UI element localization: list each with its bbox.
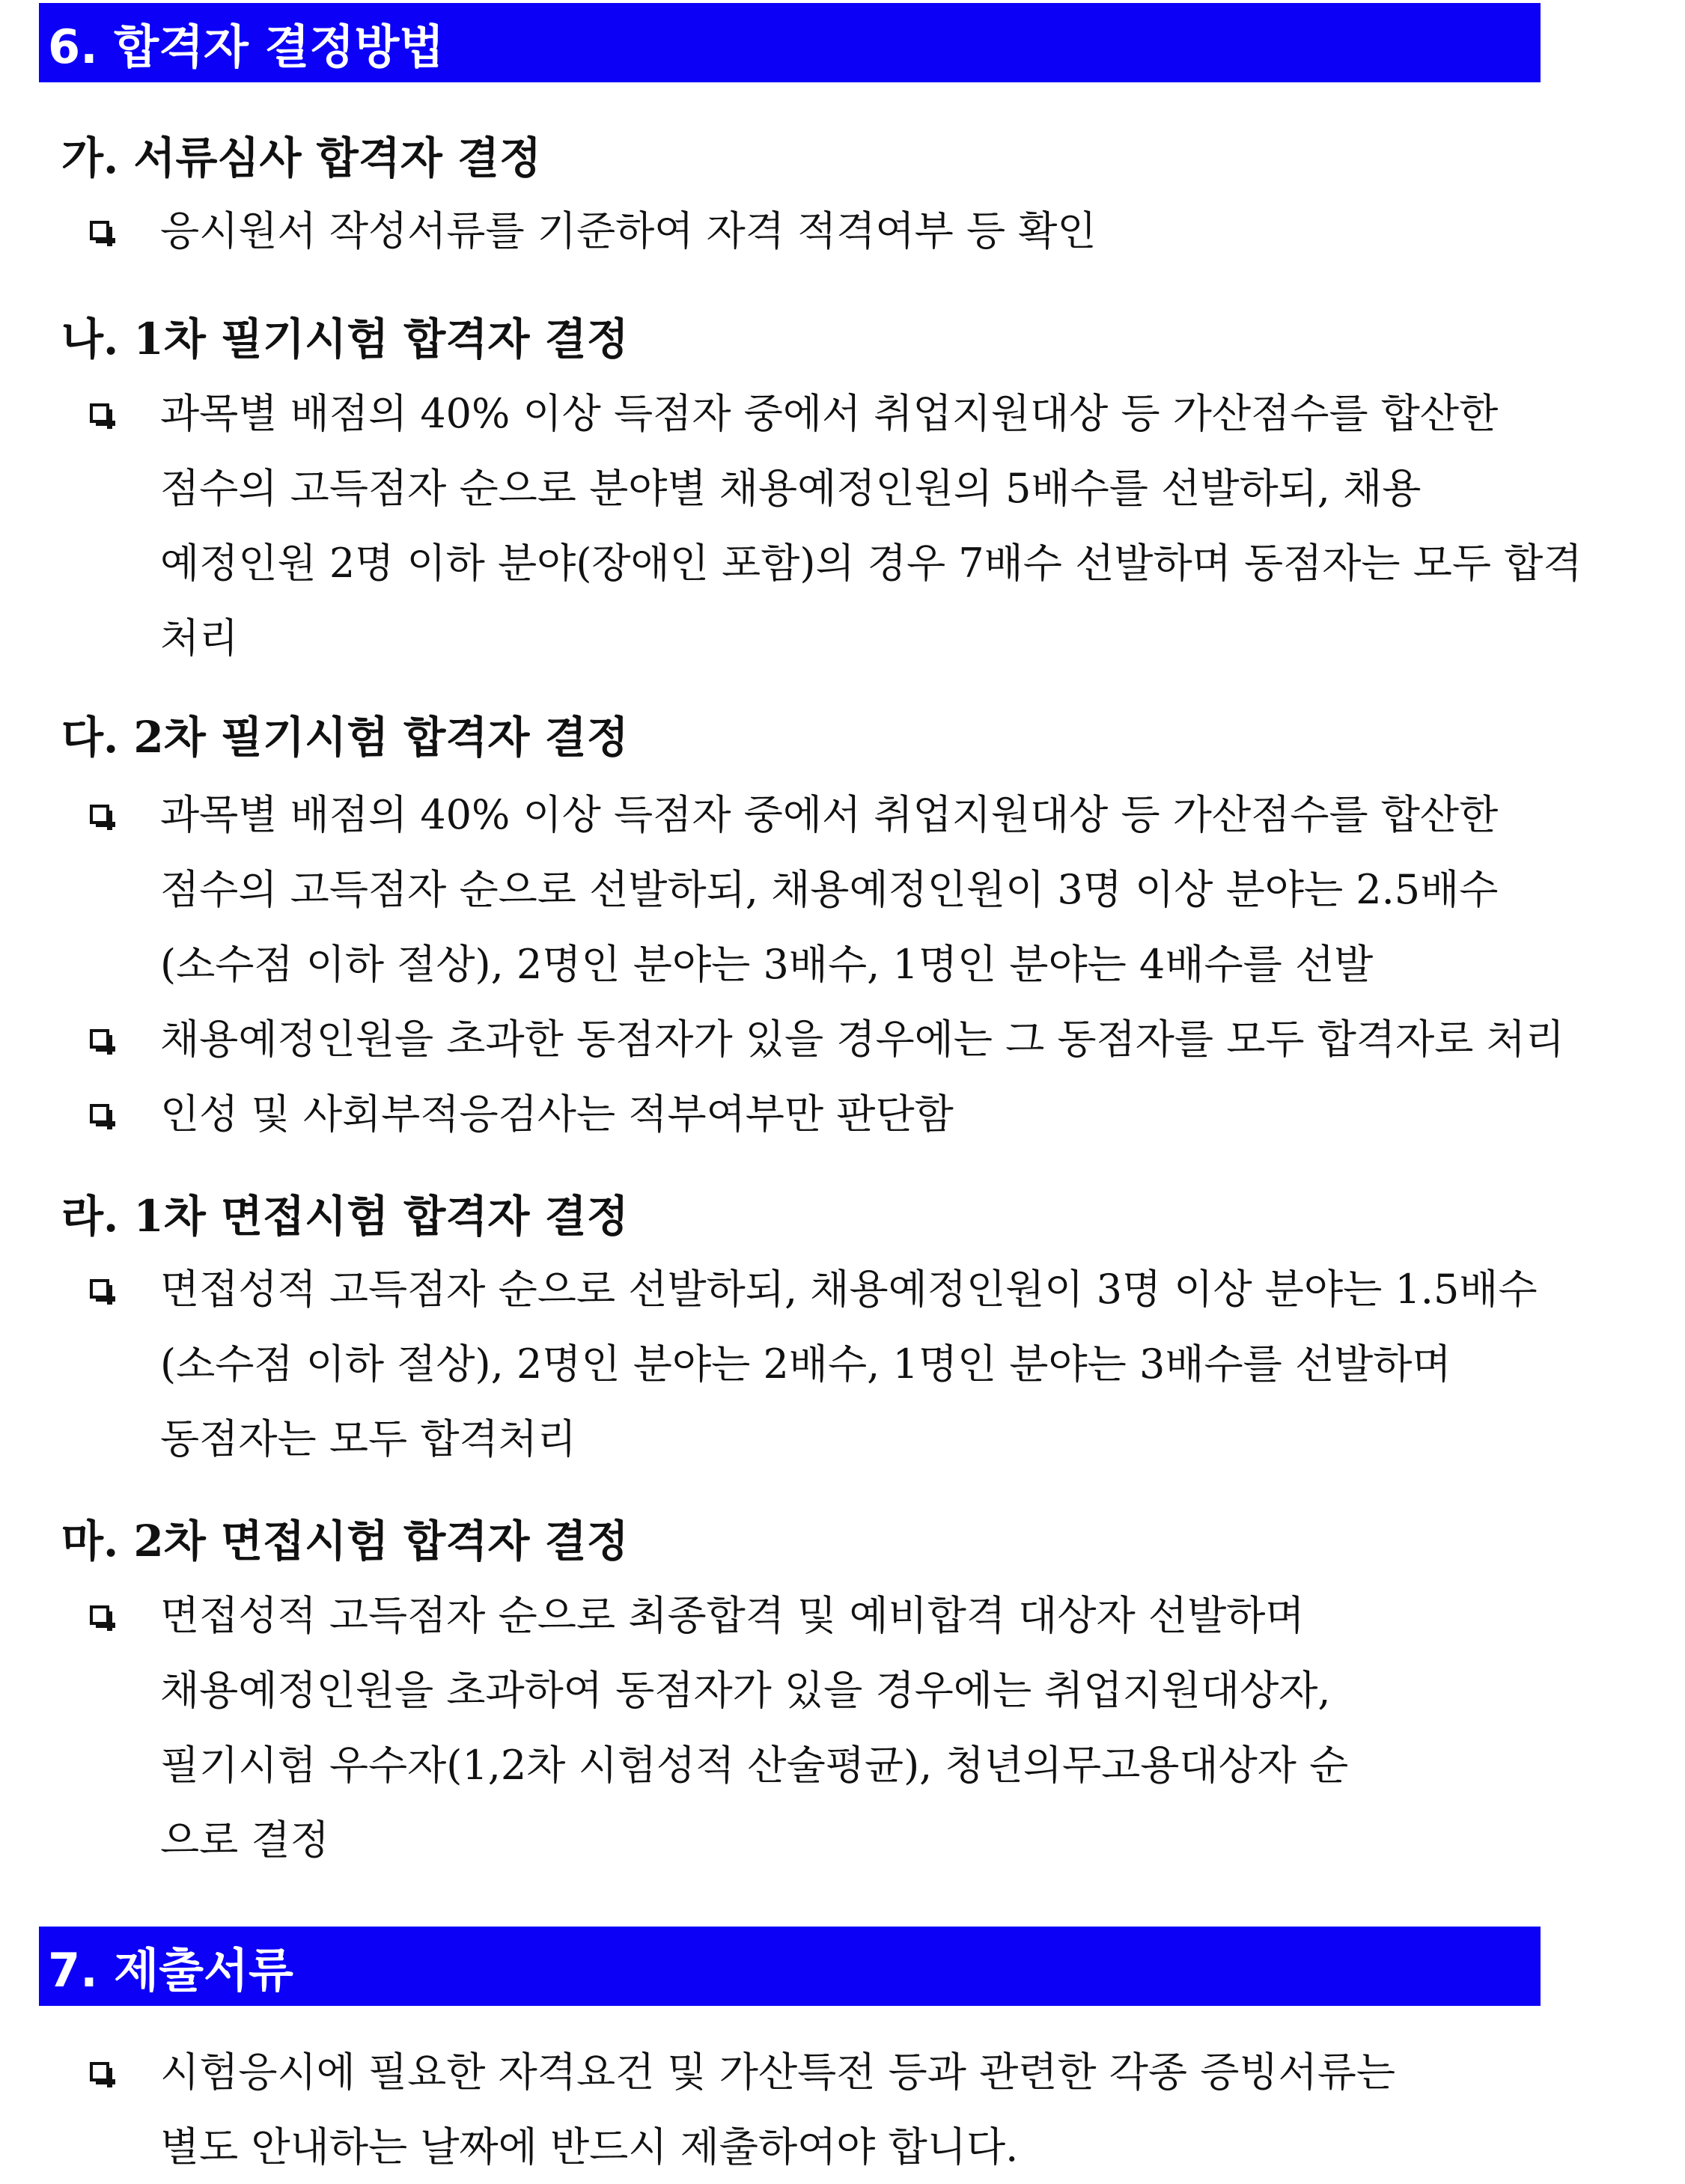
section-title: 6. 합격자 결정방법 — [48, 19, 445, 74]
subsection-heading-da: 다. 2차 필기시험 합격자 결정 — [61, 712, 629, 763]
item-text: 필기시험 우수자(1,2차 시험성적 산술평균), 청년의무고용대상자 순 — [160, 1742, 1349, 1789]
subsection-heading-na: 나. 1차 필기시험 합격자 결정 — [61, 314, 629, 364]
item-text: 과목별 배점의 40% 이상 득점자 중에서 취업지원대상 등 가산점수를 합산한 — [160, 791, 1499, 838]
item-text: 과목별 배점의 40% 이상 득점자 중에서 취업지원대상 등 가산점수를 합산한 — [160, 390, 1499, 437]
item-text: 동점자는 모두 합격처리 — [160, 1415, 576, 1462]
subsection-heading-ga: 가. 서류심사 합격자 결정 — [61, 132, 542, 183]
checkbox-bullet-icon — [90, 221, 109, 240]
section-header-6 — [39, 3, 1541, 82]
item-text: 시험응시에 필요한 자격요건 및 가산특전 등과 관련한 각종 증빙서류는 — [160, 2049, 1396, 2096]
section-header-7 — [39, 1927, 1541, 2006]
checkbox-bullet-icon — [90, 1029, 109, 1049]
item-text: 응시원서 작성서류를 기준하여 자격 적격여부 등 확인 — [160, 207, 1097, 254]
item-text: (소수점 이하 절상), 2명인 분야는 3배수, 1명인 분야는 4배수를 선발 — [160, 941, 1374, 988]
section-title: 7. 제출서류 — [48, 1942, 293, 1998]
item-text: 면접성적 고득점자 순으로 선발하되, 채용예정인원이 3명 이상 분야는 1.5배수 — [160, 1266, 1538, 1313]
item-text: (소수점 이하 절상), 2명인 분야는 2배수, 1명인 분야는 3배수를 선발하며 — [160, 1340, 1451, 1388]
checkbox-bullet-icon — [90, 403, 109, 423]
item-text: 채용예정인원을 초과한 동점자가 있을 경우에는 그 동점자를 모두 합격자로 처리 — [160, 1016, 1564, 1063]
checkbox-bullet-icon — [90, 1279, 109, 1299]
checkbox-bullet-icon — [90, 1605, 109, 1625]
subsection-heading-ma: 마. 2차 면접시험 합격자 결정 — [61, 1516, 629, 1567]
item-text: 점수의 고득점자 순으로 선발하되, 채용예정인원이 3명 이상 분야는 2.5배수 — [160, 866, 1499, 913]
item-text: 점수의 고득점자 순으로 분야별 채용예정인원의 5배수를 선발하되, 채용 — [160, 465, 1422, 512]
item-text: 예정인원 2명 이하 분야(장애인 포함)의 경우 7배수 선발하며 동점자는 모두 합격 — [160, 540, 1582, 587]
item-text: 으로 결정 — [160, 1817, 329, 1864]
item-text: 처리 — [160, 614, 239, 662]
item-text: 별도 안내하는 날짜에 반드시 제출하여야 합니다. — [160, 2123, 1019, 2171]
item-text: 채용예정인원을 초과하여 동점자가 있을 경우에는 취업지원대상자, — [160, 1667, 1331, 1714]
item-text: 면접성적 고득점자 순으로 최종합격 및 예비합격 대상자 선발하며 — [160, 1592, 1305, 1639]
subsection-heading-ra: 라. 1차 면접시험 합격자 결정 — [61, 1191, 629, 1242]
item-text: 인성 및 사회부적응검사는 적부여부만 판단함 — [160, 1091, 954, 1138]
checkbox-bullet-icon — [90, 1104, 109, 1123]
checkbox-bullet-icon — [90, 805, 109, 824]
checkbox-bullet-icon — [90, 2062, 109, 2081]
